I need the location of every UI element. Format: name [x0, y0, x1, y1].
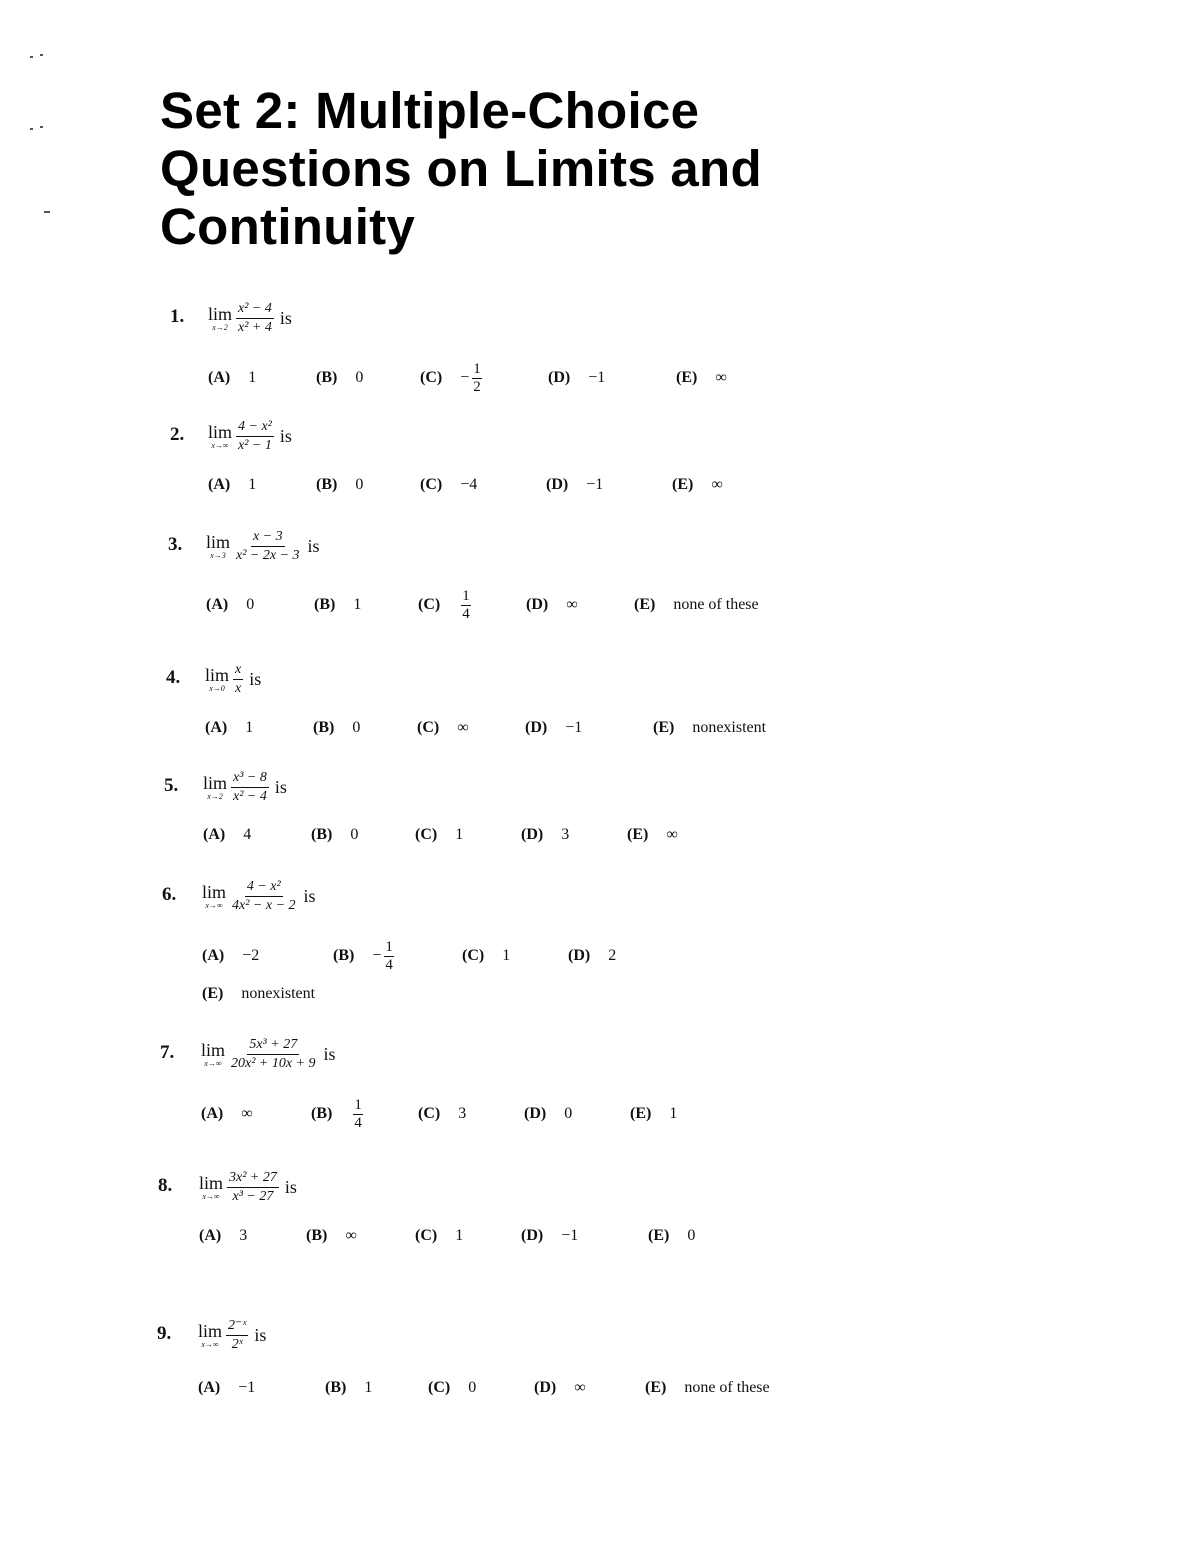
choice-value: 1: [502, 947, 511, 964]
choice-letter: (C): [418, 1105, 441, 1122]
page-title: Set 2: Multiple-Choice Questions on Limits and Continuity: [160, 82, 762, 255]
choice-value: ∞: [666, 826, 678, 843]
scan-speck: [40, 126, 43, 128]
fraction: [227, 1171, 279, 1204]
limit-operator: [199, 1174, 223, 1201]
choice-value: 1: [245, 719, 254, 736]
limit-operator: [208, 305, 232, 332]
choice-value: none of these: [684, 1379, 770, 1396]
question-3: [0, 524, 1000, 568]
limit-operator: [208, 423, 232, 450]
answer-choice[interactable]: [415, 1216, 463, 1256]
choice-value: 1: [364, 1379, 373, 1396]
answer-choice[interactable]: [653, 708, 766, 748]
choice-letter: (D): [548, 369, 571, 386]
answer-choice[interactable]: [462, 936, 510, 976]
limit-expression: [206, 524, 320, 568]
answer-choice[interactable]: [203, 815, 251, 855]
limit-expression: [205, 657, 261, 701]
question-suffix: is: [254, 1324, 267, 1345]
lim-word: lim: [202, 881, 227, 902]
limit-subscript: x→2: [212, 322, 228, 332]
lim-word: lim: [198, 1320, 223, 1341]
question-5: [0, 765, 1000, 809]
choice-value: −1: [586, 476, 604, 493]
choice-value: 1: [353, 596, 362, 613]
limit-expression: [198, 1313, 266, 1357]
choice-letter: (A): [208, 476, 231, 493]
minus-sign: −: [372, 947, 382, 964]
choice-letter: (E): [653, 719, 675, 736]
choice-letter: (C): [420, 476, 443, 493]
answer-choice[interactable]: [418, 1094, 466, 1134]
limit-expression: [202, 874, 316, 918]
answer-choice[interactable]: [206, 585, 254, 625]
fraction: [226, 1319, 248, 1352]
limit-operator: [202, 883, 226, 910]
denominator: x³ − 27: [232, 1188, 274, 1204]
choice-fraction: [353, 1098, 363, 1131]
numerator: 2⁻ˣ: [226, 1319, 248, 1336]
answer-choice[interactable]: [314, 585, 361, 625]
answer-choice[interactable]: [645, 1368, 770, 1408]
choice-value: none of these: [673, 596, 759, 613]
answer-choice[interactable]: [524, 1094, 572, 1134]
answer-choice[interactable]: [316, 358, 363, 398]
question-stem: [0, 1165, 1000, 1209]
choice-numerator: 1: [473, 360, 481, 377]
choice-value: −1: [561, 1227, 579, 1244]
scan-speck: [30, 128, 33, 130]
choice-numerator: 1: [354, 1096, 362, 1113]
question-suffix: is: [303, 885, 316, 906]
denominator: 20x² + 10x + 9: [231, 1055, 316, 1071]
answer-choice[interactable]: [333, 936, 394, 976]
choice-letter: (B): [314, 596, 336, 613]
denominator: x: [235, 680, 242, 696]
choice-value: ∞: [574, 1379, 586, 1396]
question-suffix: is: [284, 1176, 297, 1197]
answer-choice[interactable]: [311, 815, 358, 855]
choice-letter: (E): [676, 369, 698, 386]
answer-choice[interactable]: [534, 1368, 586, 1408]
answer-choice[interactable]: [316, 465, 363, 505]
question-7: [0, 1032, 1000, 1076]
lim-word: lim: [208, 421, 233, 442]
question-4: [0, 657, 1000, 701]
question-number: 8.: [158, 1175, 173, 1196]
fraction: [229, 1038, 318, 1071]
choice-value: 0: [355, 476, 364, 493]
denominator: x² − 2x − 3: [236, 547, 300, 563]
question-suffix: is: [307, 535, 320, 556]
choice-letter: (B): [311, 1105, 333, 1122]
answer-choice[interactable]: [325, 1368, 372, 1408]
choice-denominator: 4: [385, 956, 393, 973]
question-suffix: is: [274, 776, 287, 797]
question-number: 4.: [166, 667, 181, 688]
choice-letter: (E): [630, 1105, 652, 1122]
choice-value: 1: [248, 476, 257, 493]
answer-choice[interactable]: [526, 585, 578, 625]
answer-choice[interactable]: [568, 936, 616, 976]
choice-value: 1: [455, 1227, 464, 1244]
choice-letter: (C): [418, 596, 441, 613]
choice-value: −1: [588, 369, 606, 386]
fraction: [233, 663, 243, 696]
choice-letter: (E): [672, 476, 694, 493]
choice-numerator: 1: [385, 938, 393, 955]
choice-value: 0: [564, 1105, 573, 1122]
answer-choice[interactable]: [648, 1216, 695, 1256]
choice-value: 4: [243, 826, 252, 843]
choice-letter: (D): [568, 947, 591, 964]
question-stem: [0, 524, 1000, 568]
question-6: [0, 874, 1000, 918]
lim-word: lim: [208, 303, 233, 324]
answer-choice[interactable]: [420, 358, 482, 398]
choice-value: 1: [669, 1105, 678, 1122]
limit-subscript: x→3: [210, 550, 226, 560]
scan-speck: [44, 211, 50, 213]
question-stem: [0, 296, 1000, 340]
choice-denominator: 4: [462, 605, 470, 622]
choice-letter: (D): [525, 719, 548, 736]
choice-letter: (C): [428, 1379, 451, 1396]
limit-expression: [208, 296, 292, 340]
choice-value: [372, 940, 394, 973]
denominator: x² + 4: [238, 319, 272, 335]
question-stem: [0, 765, 1000, 809]
choice-letter: (B): [333, 947, 355, 964]
choice-value: ∞: [566, 596, 578, 613]
question-number: 9.: [157, 1323, 172, 1344]
question-stem: [0, 874, 1000, 918]
limit-subscript: x→∞: [202, 1191, 220, 1201]
fraction: [236, 420, 274, 453]
answer-choice[interactable]: [634, 585, 759, 625]
choice-letter: (D): [526, 596, 549, 613]
question-2: [0, 414, 1000, 458]
fraction: [234, 530, 302, 563]
answer-choice[interactable]: [208, 465, 256, 505]
answer-choice[interactable]: [672, 465, 723, 505]
choice-letter: (B): [313, 719, 335, 736]
choice-value: nonexistent: [692, 719, 767, 736]
choice-denominator: 4: [354, 1114, 362, 1131]
choice-value: 1: [248, 369, 257, 386]
choice-value: ∞: [715, 369, 727, 386]
choice-letter: (A): [206, 596, 229, 613]
numerator: x² − 4: [236, 302, 274, 319]
answer-choice[interactable]: [198, 1368, 255, 1408]
answer-choice[interactable]: [428, 1368, 476, 1408]
limit-expression: [203, 765, 287, 809]
limit-subscript: x→∞: [204, 1058, 222, 1068]
choice-value: −1: [238, 1379, 256, 1396]
choice-numerator: 1: [462, 587, 470, 604]
choice-letter: (A): [205, 719, 228, 736]
numerator: 4 − x²: [236, 420, 274, 437]
scan-speck: [30, 56, 33, 58]
answer-choice[interactable]: [548, 358, 605, 398]
choice-letter: (C): [415, 1227, 438, 1244]
answer-choice[interactable]: [525, 708, 582, 748]
choice-letter: (C): [420, 369, 443, 386]
choice-letter: (E): [648, 1227, 670, 1244]
question-8: [0, 1165, 1000, 1209]
answer-choice[interactable]: [627, 815, 678, 855]
answer-choice[interactable]: [420, 465, 477, 505]
choice-value: 0: [468, 1379, 477, 1396]
numerator: x: [233, 663, 243, 680]
answer-choice[interactable]: [202, 936, 259, 976]
limit-operator: [198, 1322, 222, 1349]
choice-letter: (C): [417, 719, 440, 736]
choice-letter: (B): [306, 1227, 328, 1244]
choice-value: 0: [352, 719, 361, 736]
choice-letter: (B): [316, 476, 338, 493]
answer-choice[interactable]: [630, 1094, 677, 1134]
choice-letter: (E): [634, 596, 656, 613]
lim-word: lim: [205, 664, 230, 685]
choice-value: 0: [687, 1227, 696, 1244]
choice-value: 0: [355, 369, 364, 386]
question-suffix: is: [323, 1043, 336, 1064]
question-suffix: is: [249, 668, 262, 689]
choice-letter: (D): [546, 476, 569, 493]
choice-value: 3: [239, 1227, 248, 1244]
limit-operator: [201, 1041, 225, 1068]
answer-choice[interactable]: [415, 815, 463, 855]
numerator: x − 3: [251, 530, 285, 547]
choice-value: −1: [565, 719, 583, 736]
numerator: 3x² + 27: [227, 1171, 279, 1188]
question-stem: [0, 657, 1000, 701]
choice-value: ∞: [457, 719, 469, 736]
choice-letter: (A): [201, 1105, 224, 1122]
choice-denominator: 2: [473, 378, 481, 395]
question-1: [0, 296, 1000, 340]
choice-letter: (D): [524, 1105, 547, 1122]
choice-value: ∞: [241, 1105, 253, 1122]
question-suffix: is: [279, 307, 292, 328]
choice-value: −2: [242, 947, 260, 964]
choice-letter: (A): [198, 1379, 221, 1396]
question-number: 2.: [170, 424, 185, 445]
question-stem: [0, 414, 1000, 458]
question-number: 1.: [170, 306, 185, 327]
answer-choice[interactable]: [418, 585, 471, 625]
choice-fraction: [472, 362, 482, 395]
answer-choice[interactable]: [306, 1216, 357, 1256]
denominator: 4x² − x − 2: [232, 897, 296, 913]
choice-letter: (E): [627, 826, 649, 843]
fraction: [231, 771, 269, 804]
answer-choice[interactable]: [521, 1216, 578, 1256]
choice-letter: (E): [202, 985, 224, 1002]
choice-value: [350, 1098, 363, 1131]
choice-letter: (A): [202, 947, 225, 964]
answer-choice[interactable]: [205, 708, 253, 748]
question-9: [0, 1313, 1000, 1357]
minus-sign: −: [460, 369, 470, 386]
numerator: 4 − x²: [245, 880, 283, 897]
choice-value: ∞: [711, 476, 723, 493]
question-number: 5.: [164, 775, 179, 796]
lim-word: lim: [201, 1039, 226, 1060]
question-number: 7.: [160, 1042, 175, 1063]
choice-value: nonexistent: [241, 985, 316, 1002]
lim-word: lim: [199, 1172, 224, 1193]
question-suffix: is: [279, 425, 292, 446]
limit-expression: [199, 1165, 297, 1209]
limit-expression: [201, 1032, 336, 1076]
choice-value: −4: [460, 476, 478, 493]
fraction: [230, 880, 298, 913]
denominator: 2ˣ: [231, 1336, 243, 1352]
choice-fraction: [461, 589, 471, 622]
choice-value: ∞: [345, 1227, 357, 1244]
denominator: x² − 4: [233, 788, 267, 804]
question-number: 6.: [162, 884, 177, 905]
answer-choice[interactable]: [199, 1216, 247, 1256]
choice-letter: (E): [645, 1379, 667, 1396]
scan-speck: [40, 54, 43, 56]
choice-letter: (D): [534, 1379, 557, 1396]
fraction: [236, 302, 274, 335]
choice-letter: (B): [325, 1379, 347, 1396]
choice-value: [458, 589, 471, 622]
choice-letter: (D): [521, 1227, 544, 1244]
limit-subscript: x→∞: [211, 440, 229, 450]
limit-expression: [208, 414, 292, 458]
answer-choice[interactable]: [676, 358, 727, 398]
question-stem: [0, 1313, 1000, 1357]
choice-value: 1: [455, 826, 464, 843]
limit-subscript: x→∞: [205, 900, 223, 910]
choice-value: 2: [608, 947, 617, 964]
answer-choice[interactable]: [311, 1094, 363, 1134]
answer-choice[interactable]: [417, 708, 469, 748]
choice-letter: (A): [208, 369, 231, 386]
answer-choice[interactable]: [208, 358, 256, 398]
limit-operator: [205, 666, 229, 693]
limit-subscript: x→0: [209, 683, 225, 693]
choice-letter: (B): [311, 826, 333, 843]
limit-operator: [206, 533, 230, 560]
answer-choice[interactable]: [521, 815, 569, 855]
answer-choice[interactable]: [313, 708, 360, 748]
choice-value: 3: [458, 1105, 467, 1122]
choice-value: [460, 362, 482, 395]
lim-word: lim: [203, 772, 228, 793]
limit-subscript: x→∞: [201, 1339, 219, 1349]
choice-value: 3: [561, 826, 570, 843]
choice-value: 0: [350, 826, 359, 843]
answer-choice[interactable]: [201, 1094, 253, 1134]
numerator: x³ − 8: [231, 771, 269, 788]
limit-subscript: x→2: [207, 791, 223, 801]
choice-fraction: [384, 940, 394, 973]
numerator: 5x³ + 27: [247, 1038, 299, 1055]
choice-letter: (C): [462, 947, 485, 964]
answer-choice[interactable]: [202, 974, 315, 1014]
choice-letter: (D): [521, 826, 544, 843]
question-number: 3.: [168, 534, 183, 555]
choice-letter: (C): [415, 826, 438, 843]
choice-letter: (B): [316, 369, 338, 386]
choice-value: 0: [246, 596, 255, 613]
choice-letter: (A): [199, 1227, 222, 1244]
question-stem: [0, 1032, 1000, 1076]
answer-choice[interactable]: [546, 465, 603, 505]
lim-word: lim: [206, 531, 231, 552]
choice-letter: (A): [203, 826, 226, 843]
denominator: x² − 1: [238, 437, 272, 453]
limit-operator: [203, 774, 227, 801]
